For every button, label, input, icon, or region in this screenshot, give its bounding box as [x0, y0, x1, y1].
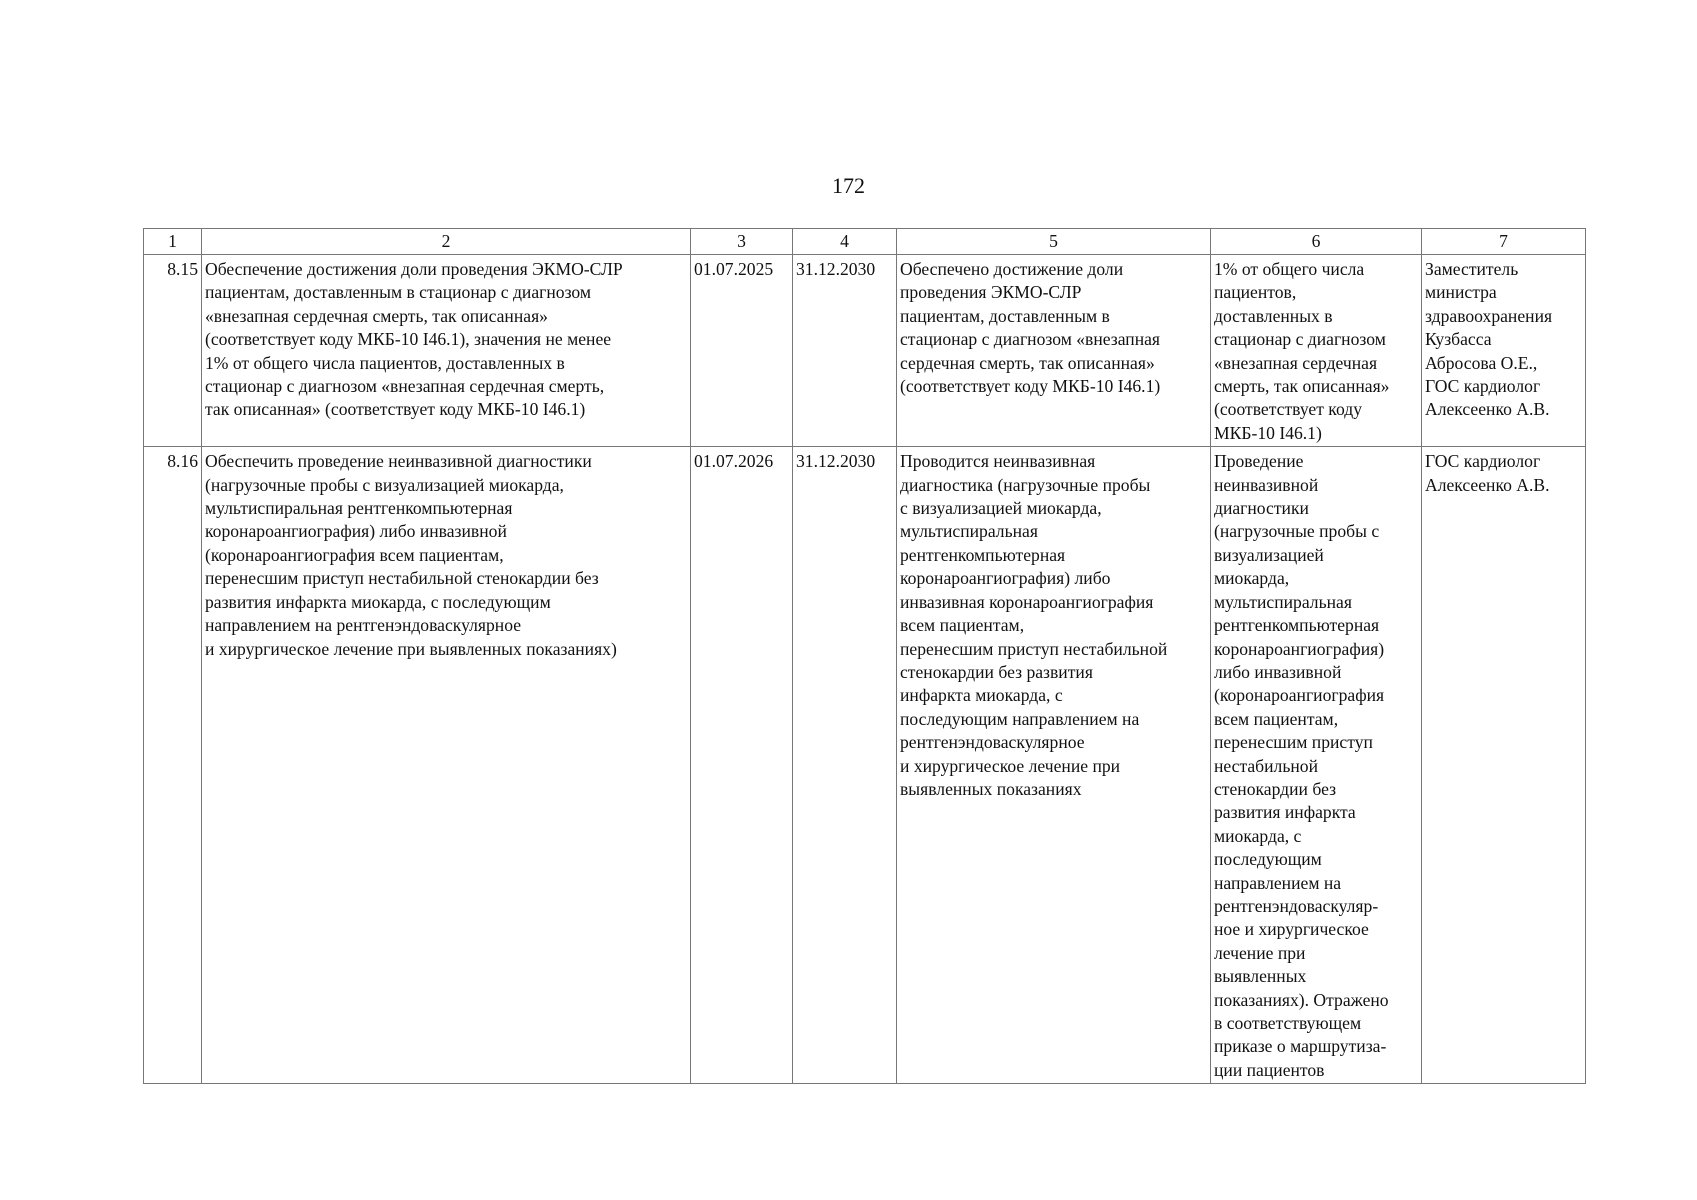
table-row [144, 447, 1586, 1084]
table-header-row [144, 229, 1586, 255]
row-number-cell: 8.16 [144, 447, 202, 1084]
description-cell: Обеспечение достижения доли проведения ЭКМО-СЛР пациентам, доставленным в стационар с диагнозом «внезапная сердечная смерть, так описанная» (соответствует коду МКБ-10 I46.1), значения не менее 1% от общего числа пациентов, доставленных в стационар с диагнозом «внезапная сердечная смерть, так описанная» (соответствует коду МКБ-10 I46.1) [202, 255, 691, 447]
start-date-cell: 01.07.2026 [691, 447, 793, 1084]
description-cell: Обеспечить проведение неинвазивной диагностики (нагрузочные пробы с визуализацией миокарда, мультиспиральная рентгенкомпьютерная коронароангиография) либо инвазивной (коронароангиография всем пациентам, перенесшим приступ нестабильной стенокардии без развития инфаркта миокарда, с последующим направлением на рентгенэндоваскулярное и хирургическое лечение при выявленных показаниях) [202, 447, 691, 1084]
column-header: 3 [691, 229, 793, 255]
responsible-cell: Заместитель министра здравоохранения Кузбасса Абросова О.Е., ГОС кардиолог Алексеенко А.В. [1422, 255, 1586, 447]
column-header: 5 [897, 229, 1211, 255]
measures-table [143, 228, 1586, 1084]
responsible-cell: ГОС кардиолог Алексеенко А.В. [1422, 447, 1586, 1084]
indicator-cell: Проведение неинвазивной диагностики (нагрузочные пробы с визуализацией миокарда, мультиспиральная рентгенкомпьютерная коронароангиография) либо инвазивной (коронароангиография всем пациентам, перенесшим приступ нестабильной стенокардии без развития инфаркта миокарда, с последующим направлением на рентгенэндоваскуляр- ное и хирургическое лечение при выявленных показаниях). Отражено в соответствующем приказе о маршрутиза- ции пациентов [1211, 447, 1422, 1084]
indicator-cell: 1% от общего числа пациентов, доставленных в стационар с диагнозом «внезапная сердечная смерть, так описанная» (соответствует коду МКБ-10 I46.1) [1211, 255, 1422, 447]
column-header: 6 [1211, 229, 1422, 255]
result-cell: Обеспечено достижение доли проведения ЭКМО-СЛР пациентам, доставленным в стационар с диагнозом «внезапная сердечная смерть, так описанная» (соответствует коду МКБ-10 I46.1) [897, 255, 1211, 447]
row-number-cell: 8.15 [144, 255, 202, 447]
column-header: 7 [1422, 229, 1586, 255]
start-date-cell: 01.07.2025 [691, 255, 793, 447]
page-number: 172 [832, 173, 865, 198]
table-row [144, 255, 1586, 447]
column-header: 1 [144, 229, 202, 255]
column-header: 4 [793, 229, 897, 255]
end-date-cell: 31.12.2030 [793, 255, 897, 447]
end-date-cell: 31.12.2030 [793, 447, 897, 1084]
column-header: 2 [202, 229, 691, 255]
result-cell: Проводится неинвазивная диагностика (нагрузочные пробы с визуализацией миокарда, мультиспиральная рентгенкомпьютерная коронароангиография) либо инвазивная коронароангиография всем пациентам, перенесшим приступ нестабильной стенокардии без развития инфаркта миокарда, с последующим направлением на рентгенэндоваскулярное и хирургическое лечение при выявленных показаниях [897, 447, 1211, 1084]
